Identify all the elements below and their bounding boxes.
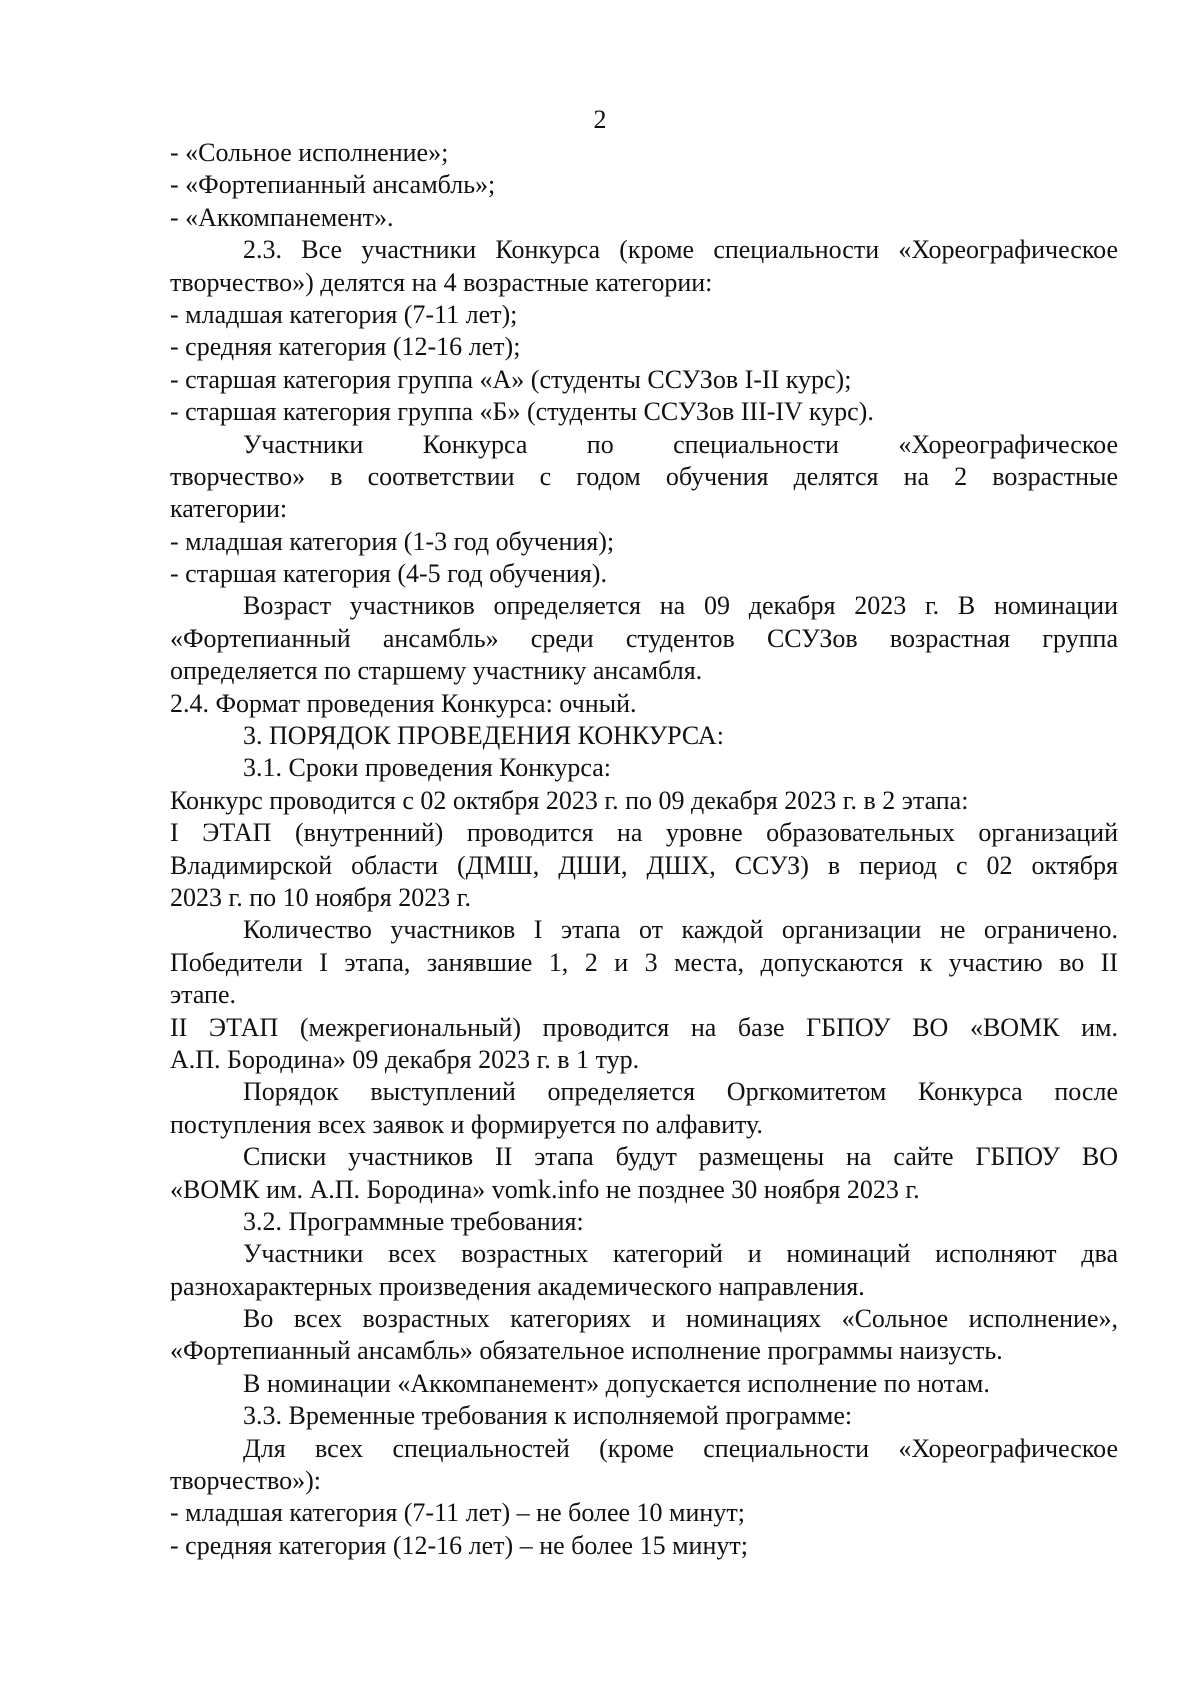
list-item: - старшая категория (4-5 год обучения).	[170, 559, 607, 589]
paragraph-line: Для всех специальностей (кроме специальности «Хореографическое	[243, 1433, 1118, 1463]
paragraph-line: определяется по старшему участнику ансамбля.	[170, 656, 703, 686]
paragraph-line: А.П. Бородина» 09 декабря 2023 г. в 1 тур.	[170, 1044, 640, 1074]
paragraph-line: Порядок выступлений определяется Оргкомитетом Конкурса после	[243, 1077, 1118, 1107]
paragraph-line: категории:	[170, 494, 288, 524]
paragraph-line: творчество» в соответствии с годом обучения делятся на 2 возрастные	[170, 461, 1118, 491]
paragraph-line: поступления всех заявок и формируется по алфавиту.	[170, 1109, 763, 1139]
list-item: - младшая категория (1-3 год обучения);	[170, 526, 615, 556]
paragraph-line: 2023 г. по 10 ноября 2023 г.	[170, 882, 471, 912]
paragraph-line: «Фортепианный ансамбль» обязательное исполнение программы наизусть.	[170, 1336, 1003, 1366]
paragraph-line: 2.3. Все участники Конкурса (кроме специальности «Хореографическое	[243, 235, 1118, 265]
subsection-heading: 3.3. Временные требования к исполняемой программе:	[243, 1401, 853, 1431]
paragraph-line: творчество»):	[170, 1466, 321, 1496]
list-item: - старшая категория группа «А» (студенты ССУЗов I-II курс);	[170, 364, 852, 394]
paragraph-line: Участники всех возрастных категорий и номинаций исполняют два	[243, 1239, 1118, 1269]
document-body	[170, 137, 1118, 1562]
page-number: 2	[593, 105, 607, 134]
list-item: - средняя категория (12-16 лет) – не более 15 минут;	[170, 1530, 748, 1560]
paragraph-line: Списки участников II этапа будут размещены на сайте ГБПОУ ВО	[243, 1142, 1118, 1172]
list-item: - «Сольное исполнение»;	[170, 138, 449, 167]
paragraph-line: этапе.	[170, 980, 236, 1010]
paragraph-line: «ВОМК им. А.П. Бородина» vomk.info не позднее 30 ноября 2023 г.	[170, 1174, 920, 1204]
subsection-heading: 3.1. Сроки проведения Конкурса:	[243, 753, 612, 783]
subsection-heading: 3.2. Программные требования:	[243, 1206, 584, 1236]
paragraph-line: Возраст участников определяется на 09 декабря 2023 г. В номинации	[243, 591, 1118, 621]
paragraph-line: 2.4. Формат проведения Конкурса: очный.	[170, 688, 637, 718]
paragraph-line: Конкурс проводится с 02 октября 2023 г. по 09 декабря 2023 г. в 2 этапа:	[170, 785, 969, 815]
paragraph-line: В номинации «Аккомпанемент» допускается исполнение по нотам.	[243, 1368, 990, 1398]
paragraph-line: Во всех возрастных категориях и номинациях «Сольное исполнение»,	[243, 1304, 1118, 1334]
paragraph-line: Победители I этапа, занявшие 1, 2 и 3 места, допускаются к участию во II	[170, 947, 1118, 977]
list-item: - младшая категория (7-11 лет) – не более 10 минут;	[170, 1498, 745, 1528]
section-heading: 3. ПОРЯДОК ПРОВЕДЕНИЯ КОНКУРСА:	[243, 721, 724, 751]
paragraph-line: II ЭТАП (межрегиональный) проводится на базе ГБПОУ ВО «ВОМК им.	[170, 1012, 1118, 1042]
paragraph-line: творчество») делятся на 4 возрастные категории:	[170, 267, 713, 297]
paragraph-line: I ЭТАП (внутренний) проводится на уровне образовательных организаций	[170, 818, 1118, 848]
paragraph-line: Количество участников I этапа от каждой организации не ограничено.	[243, 915, 1118, 945]
list-item: - средняя категория (12-16 лет);	[170, 332, 521, 362]
paragraph-line: Владимирской области (ДМШ, ДШИ, ДШХ, ССУЗ) в период с 02 октября	[170, 850, 1118, 880]
list-item: - «Аккомпанемент».	[170, 202, 394, 232]
list-item: - «Фортепианный ансамбль»;	[170, 170, 496, 200]
paragraph-line: «Фортепианный ансамбль» среди студентов ССУЗов возрастная группа	[170, 623, 1118, 653]
paragraph-line: разнохарактерных произведения академического направления.	[170, 1271, 865, 1301]
paragraph-line: Участники Конкурса по специальности «Хореографическое	[243, 429, 1118, 459]
list-item: - младшая категория (7-11 лет);	[170, 299, 518, 329]
list-item: - старшая категория группа «Б» (студенты ССУЗов III-IV курс).	[170, 397, 874, 427]
